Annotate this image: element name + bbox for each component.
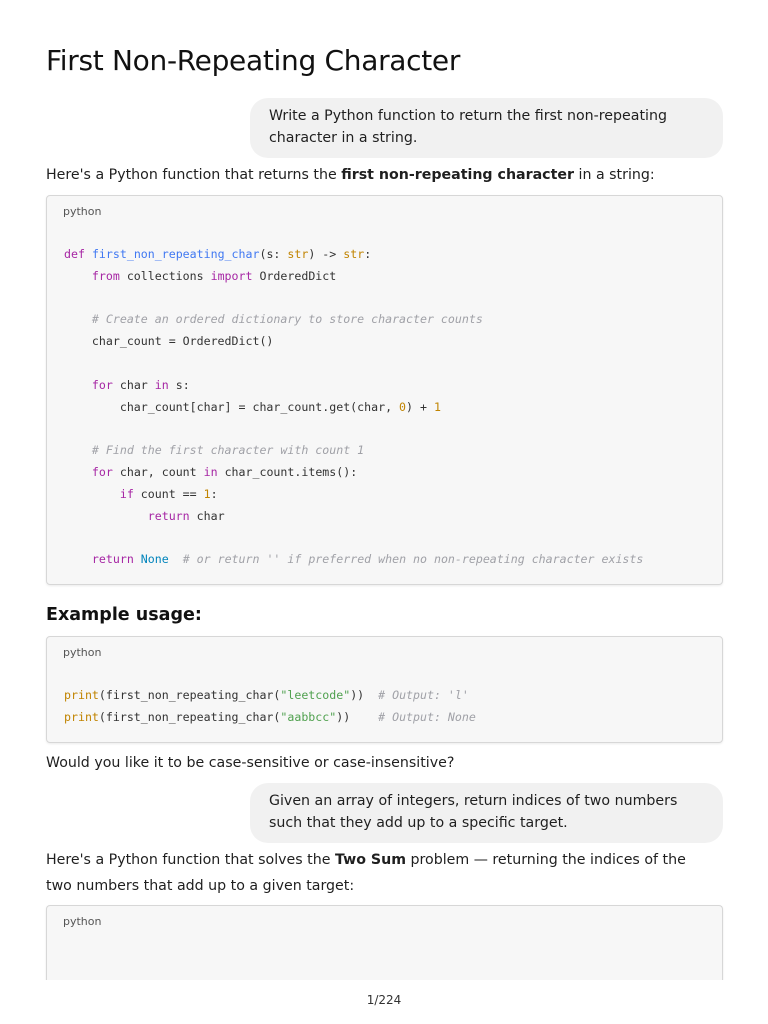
page-title: First Non-Repeating Character <box>46 44 461 77</box>
user-message-bubble <box>250 98 723 158</box>
intro-text-bold: Two Sum <box>334 852 406 868</box>
intro-text-before: Here's a Python function that returns the <box>46 167 342 183</box>
code-line: return char <box>147 508 225 523</box>
code-line: def first_non_repeating_char(s: str) -> str: <box>64 247 372 261</box>
code-language-label: python <box>63 915 102 928</box>
assistant-intro-paragraph <box>46 162 655 188</box>
code-line: for char, count in char_count.items(): <box>91 465 358 479</box>
code-line: from collections import OrderedDict <box>91 268 337 283</box>
code-line: return None # or return '' if preferred when no non-repeating character exists <box>91 552 644 567</box>
intro-text-after: in a string: <box>574 167 655 183</box>
user-message-text: Write a Python function to return the first non-repeating character in a string. <box>269 108 667 146</box>
code-language-label: python <box>63 646 102 659</box>
intro-text-before: Here's a Python function that solves the <box>46 852 335 868</box>
code-block-function[interactable] <box>46 195 723 585</box>
user-message-text: Given an array of integers, return indices of two numbers such that they add up to a specific target. <box>269 793 678 831</box>
code-block-example[interactable] <box>46 636 723 743</box>
code-line: print(first_non_repeating_char("leetcode")) # Output: 'l' <box>64 688 469 702</box>
code-line: # Create an ordered dictionary to store character counts <box>91 312 483 327</box>
intro-text-after: problem — returning the indices of the two numbers that add up to a given target: <box>46 852 686 894</box>
code-line: # Find the first character with count 1 <box>91 443 365 458</box>
assistant-intro-paragraph <box>46 847 706 899</box>
code-language-label: python <box>63 205 102 218</box>
page-indicator: 1/224 <box>366 993 402 1007</box>
intro-text-bold: first non-repeating character <box>341 167 574 183</box>
code-line: for char in s: <box>91 377 190 392</box>
code-line: if count == 1: <box>119 486 218 501</box>
followup-question: Would you like it to be case-sensitive or case-insensitive? <box>46 755 455 771</box>
code-line: print(first_non_repeating_char("aabbcc")) # Output: None <box>64 710 476 724</box>
code-line: char_count = OrderedDict() <box>64 334 274 349</box>
code-line: char_count[char] = char_count.get(char, 0) + 1 <box>64 399 441 414</box>
section-heading: Example usage: <box>46 605 202 625</box>
user-message-bubble <box>250 783 723 843</box>
